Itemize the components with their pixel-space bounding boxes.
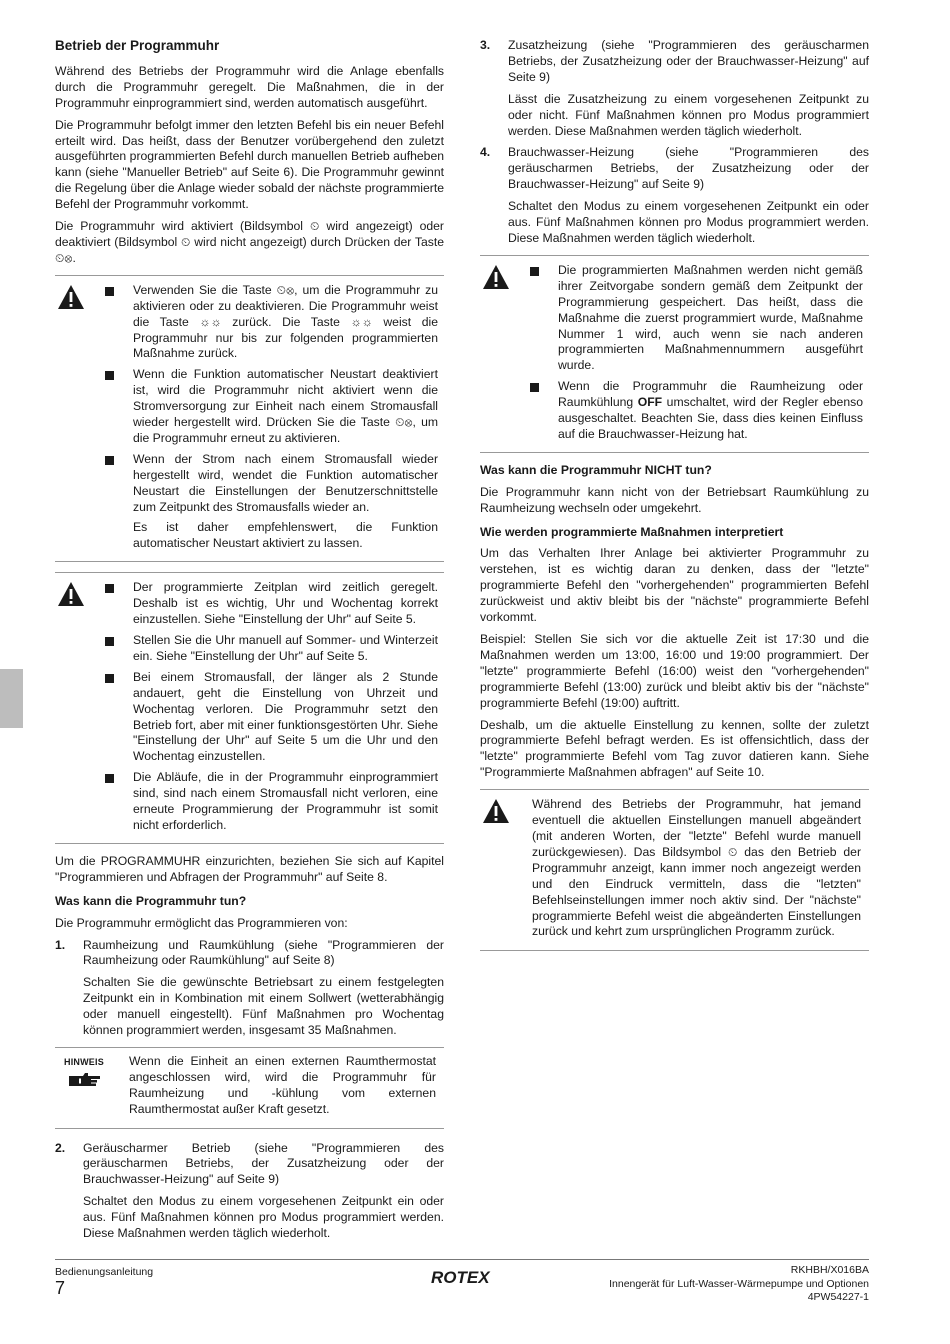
footer-divider (55, 1259, 869, 1260)
subheading: Was kann die Programmuhr tun? (55, 893, 247, 908)
footer-code: 4PW54227-1 (807, 1291, 869, 1303)
note-text: Wenn die Einheit an einen externen Raumthermostat angeschlossen wird, wird die Programmuhr für Raumheizung und -kühlung vom externen Raumthermostat außer Kraft gesetzt. (129, 1053, 436, 1116)
warning-item: Verwenden Sie die Taste ⏲⊗, um die Programmuhr zu aktivieren oder zu deaktivieren. Die Programmuhr weist die Taste ☼☼ zurück. Die Taste ☼☼ weist die Programmuhr nur bis zur folgenden programmierten Maßnahme zurück. (103, 283, 438, 363)
warning-box (480, 789, 869, 951)
subheading: Wie werden programmierte Maßnahmen interpretiert (480, 524, 784, 539)
warning-item: Wenn der Strom nach einem Stromausfall wieder hergestellt wird, wendet die Funktion automatischer Neustart die Einstellungen der Benutzerschnittstelle zum Zeitpunkt des Stromausfalls wieder an. Es ist daher empfehlenswert, die Funktion automatischer Neustart aktiviert zu lassen. (103, 452, 438, 552)
footer-description: Innengerät für Luft-Wasser-Wärmepumpe und Optionen (609, 1277, 869, 1290)
square-bullet-icon (105, 371, 114, 380)
paragraph: Um das Verhalten Ihrer Anlage bei aktivierter Programmuhr zu verstehen, ist es wichtig daran zu denken, dass der "letzte" programmierte Befehl den "vorhergehenden" programmierten Befehl zurückweist und aktiv bleibt bis der "nächste" programmierte Befehl vorkommt. (480, 546, 869, 625)
square-bullet-icon (105, 674, 114, 683)
paragraph: Während des Betriebs der Programmuhr wird die Anlage ebenfalls durch die Programmuhr geregelt. Die Maßnahmen, die in der Programmuhr einprogrammiert sind, werden automatisch ausgeführt. (55, 63, 444, 110)
page-number: 7 (55, 1278, 66, 1298)
footer-doc-type: Bedienungsanleitung (55, 1266, 154, 1278)
square-bullet-icon (105, 287, 114, 296)
warning-box (55, 275, 444, 563)
off-label: OFF (637, 395, 663, 410)
square-bullet-icon (530, 267, 539, 276)
square-bullet-icon (105, 637, 114, 646)
numbered-item: 1. Raumheizung und Raumkühlung (siehe "Programmieren der Raumheizung oder Raumkühlung" auf Seite 8) Schalten Sie die gewünschte Betriebsart zu einem festgelegten Zeitpunkt ein in Kombination mit einem Sollwert (wetterabhängig oder manuell eingestellt). Fünf Maßnahmen pro Wochentag können programmiert werden, insgesamt 35 Maßnahmen. (55, 937, 444, 1038)
right-column (480, 38, 869, 961)
warning-item: Stellen Sie die Uhr manuell auf Sommer- und Winterzeit ein. Siehe "Einstellung der Uhr" auf Seite 5. (103, 633, 438, 665)
warning-box (480, 255, 869, 453)
svg-text:ROTEX: ROTEX (431, 1268, 490, 1286)
item-number: 1. (55, 937, 66, 952)
footer-meta (609, 1264, 869, 1305)
numbered-item: 2. Geräuscharmer Betrieb (siehe "Programmieren des geräuscharmen Betriebs, der Zusatzheizung oder der Brauchwasser-Heizung" auf Seite 9) Schaltet den Modus zu einem vorgesehenen Zeitpunkt ein oder aus. Fünf Maßnahmen können pro Modus programmiert werden. Diese Maßnahmen werden täglich wiederholt. (55, 1140, 444, 1241)
paragraph: Deshalb, um die aktuelle Einstellung zu kennen, sollte der zuletzt programmierte Befehl befragt werden. Es ist offensichtlich, dass der "letzte" programmierte Befehl vom Tag zuvor datieren kann. Siehe "Programmierte Maßnahmen abfragen" auf Seite 10. (480, 717, 869, 780)
warning-icon (57, 581, 85, 607)
warning-icon (482, 798, 510, 824)
item-number: 3. (480, 38, 491, 52)
note-label: HINWEIS (64, 1056, 104, 1067)
square-bullet-icon (105, 456, 114, 465)
paragraph: Beispiel: Stellen Sie sich vor die aktuelle Zeit ist 17:30 und die Maßnahmen werden um 13:00, 16:00 und 19:00 programmiert. Der "letzte" programmierte Befehl (16:00) weist den "vorhergehenden" programmierte Befehl (13:00) zurück und bleibt aktiv bis der "nächste" programmierte Befehl (19:00) auftritt. (480, 632, 869, 710)
side-tab-marker (0, 669, 23, 728)
warning-item: Die programmierten Maßnahmen werden nicht gemäß ihrer Zeitvorgabe sondern gemäß dem Zeitpunkt der Programmierung gespeichert. Das heißt, dass die Maßnahme die zuerst programmiert wurde, Maßnahme Nummer 1 wird, auch wenn sie nach anderen programmierten Maßnahmennummern ausgeführt wurde. (528, 263, 863, 374)
numbered-item: 4. Brauchwasser-Heizung (siehe "Programmieren des geräuscharmen Betriebs, der Zusatzheizung oder der Brauchwasser-Heizung" auf Seite 9) Schaltet den Modus zu einem vorgesehenen Zeitpunkt ein oder aus. Fünf Maßnahmen können pro Modus programmiert werden. Diese Maßnahmen werden täglich wiederholt. (480, 145, 869, 245)
warning-icon (482, 264, 510, 290)
paragraph: Die Programmuhr wird aktiviert (Bildsymbol ⏲ wird angezeigt) oder deaktiviert (Bildsymbol ⏲ wird nicht angezeigt) durch Drücken der Taste ⏲⊗. (55, 219, 444, 265)
left-column (55, 38, 444, 1248)
section-title: Betrieb der Programmuhr (55, 38, 220, 53)
paragraph: Die Programmuhr kann nicht von der Betriebsart Raumkühlung zu Raumheizung wechseln oder umgekehrt. (480, 484, 869, 515)
numbered-item: 3. Zusatzheizung (siehe "Programmieren des geräuscharmen Betriebs, der Zusatzheizung oder der Brauchwasser-Heizung" auf Seite 9) Lässt die Zusatzheizung zu einem vorgesehenen Zeitpunkt zu oder nicht. Fünf Maßnahmen können pro Modus programmiert werden. Diese Maßnahmen werden täglich wiederholt. (480, 38, 869, 138)
item-number: 2. (55, 1140, 66, 1155)
subheading: Was kann die Programmuhr NICHT tun? (480, 462, 712, 477)
warning-item: Der programmierte Zeitplan wird zeitlich geregelt. Deshalb ist es wichtig, Uhr und Wochentag korrekt einzustellen. Siehe "Einstellung der Uhr" auf Seite 5. (103, 580, 438, 628)
item-number: 4. (480, 145, 491, 160)
warning-item: Wenn die Programmuhr die Raumheizung oder Raumkühlung OFF umschaltet, wird der Regler ebenso ausgeschaltet. Beachten Sie, dass dies keinen Einfluss auf die Brauchwasser-Heizung hat. (528, 379, 863, 443)
footer-model: RKHBH/X016BA (790, 1264, 869, 1276)
square-bullet-icon (530, 383, 539, 392)
warning-item: Bei einem Stromausfall, der länger als 2 Stunde andauert, geht die Einstellung von Uhrzeit und Wochentag verloren. Die Programmuhr setzt den Betrieb fort, aber mit einer funktionsgestörten Uhr. Siehe "Einstellung der Uhr" auf Seite 5 um die Uhr und den Wochentag einzustellen. (103, 670, 438, 765)
paragraph: Um die PROGRAMMUHR einzurichten, beziehen Sie sich auf Kapitel "Programmieren und Abfragen der Programmuhr" auf Seite 8. (55, 853, 444, 884)
rotex-logo (431, 1268, 493, 1286)
warning-item: Die Abläufe, die in der Programmuhr einprogrammiert sind, sind nach einem Stromausfall nicht verloren, eine erneute Programmierung der Programmuhr ist somit nicht erforderlich. (103, 770, 438, 834)
square-bullet-icon (105, 774, 114, 783)
pointing-hand-icon (67, 1070, 103, 1090)
warning-box (55, 572, 444, 844)
warning-item: Wenn die Funktion automatischer Neustart deaktiviert ist, wird die Programmuhr nicht aktiviert wenn die Stromversorgung zur Einheit nach einem Stromausfall wieder hergestellt wird. Drücken Sie die Taste ⏲⊗, um die Programmuhr erneut zu aktivieren. (103, 367, 438, 447)
warning-icon (57, 284, 85, 310)
warning-text: Während des Betriebs der Programmuhr, hat jemand eventuell die aktuellen Einstellungen manuell abgeändert (mit anderen Worten, der "letzte" Befehl wurde manuell zurückgewiesen). Das Bildsymbol ⏲ das den Betrieb der Programmuhr anzeigt, kann immer noch angezeigt werden und den Eindruck vermitteln, dass die "letzten" Befehlseinstellungen immer noch aktiv sind. Der "nächste" programmierte Befehl weist die abgeänderten Einstellungen zurück und kehrt zum ursprünglichen Programm zurück. (532, 797, 861, 939)
square-bullet-icon (105, 584, 114, 593)
paragraph: Die Programmuhr ermöglicht das Programmieren von: (55, 915, 348, 930)
paragraph: Die Programmuhr befolgt immer den letzten Befehl bis ein neuer Befehl erteilt wird. Das heißt, dass der Benutzer vorübergehend den zuletzt ausgeführten programmierten Befehl durch manuellen Betrieb aufheben kann (siehe "Manueller Betrieb" auf Seite 6). Die Programmuhr gewinnt die Regelung über die Anlage wieder sobald der nächste programmierte Befehl der Programmuhr vorkommt. (55, 117, 444, 212)
note-box (55, 1047, 444, 1129)
